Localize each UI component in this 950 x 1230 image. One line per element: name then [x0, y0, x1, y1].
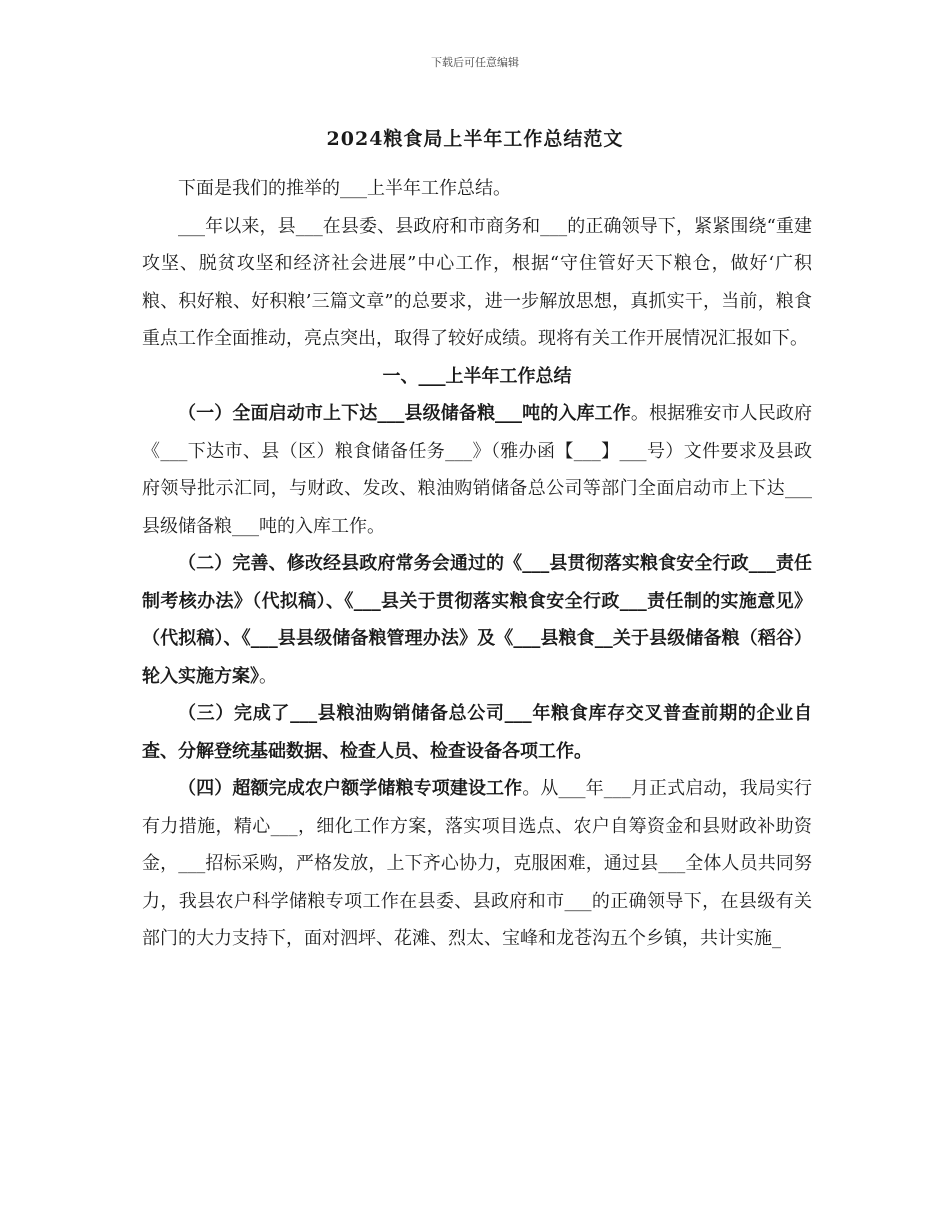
- document-title: 2024粮食局上半年工作总结范文: [326, 128, 624, 150]
- header-note: 下载后可任意编辑: [431, 56, 519, 69]
- item-2-text: 。: [259, 665, 277, 687]
- item-1-paragraph: [142, 395, 812, 545]
- section-heading: 一、___上半年工作总结: [382, 365, 572, 387]
- item-3-paragraph: （三）完成了___县粮油购销储备总公司___年粮食库存交叉普查前期的企业自查、分解登统基础数据、检查人员、检查设备各项工作。: [142, 703, 812, 762]
- item-1-text: 。根据雅安市人民政府《___下达市、县（区）粮食储备任务___》（雅办函【___】___号）文件要求及县政府领导批示汇同，与财政、发改、粮油购销储备总公司等部门全面启动市上下达___县级储备粮___吨的入库工作。: [142, 403, 813, 537]
- item-1-heading: （一）全面启动市上下达___县级储备粮___吨的入库工作: [178, 403, 631, 424]
- overview-paragraph: ___年以来，县___在县委、县政府和市商务和___的正确领导下，紧紧围绕“重建攻坚、脱贫攻坚和经济社会进展”中心工作，根据“守住管好天下粮仓，做好‘广积粮、积好粮、好积粮’三篇文章”的总要求，进一步解放思想，真抓实干，当前，粮食重点工作全面推动，亮点突出，取得了较好成绩。现将有关工作开展情况汇报如下。: [142, 215, 812, 349]
- item-2-heading: （二）完善、修改经县政府常务会通过的《___县贯彻落实粮食安全行政___责任制考核办法》（代拟稿）、《___县关于贯彻落实粮食安全行政___责任制的实施意见》（代拟稿）、《___县县级储备粮管理办法》及《___县粮食__关于县级储备粮（稻谷）轮入实施方案》: [142, 553, 812, 687]
- item-4-text: 。从___年___月正式启动，我局实行有力措施，精心___，细化工作方案，落实项目选点、农户自筹资金和县财政补助资金，___招标采购，严格发放，上下齐心协力，克服困难，通过县___全体人员共同努力，我县农户科学储粮专项工作在县委、县政府和市___的正确领导下，在县级有关部门的大力支持下，面对泗坪、花滩、烈太、宝峰和龙苍沟五个乡镇，共计实施_: [142, 778, 813, 949]
- item-4-paragraph: [142, 770, 812, 958]
- intro-paragraph: 下面是我们的推举的___上半年工作总结。: [178, 178, 511, 199]
- item-4-heading: （四）超额完成农户额学储粮专项建设工作: [178, 778, 523, 799]
- document-body: [142, 170, 812, 958]
- item-2-paragraph: [142, 545, 812, 695]
